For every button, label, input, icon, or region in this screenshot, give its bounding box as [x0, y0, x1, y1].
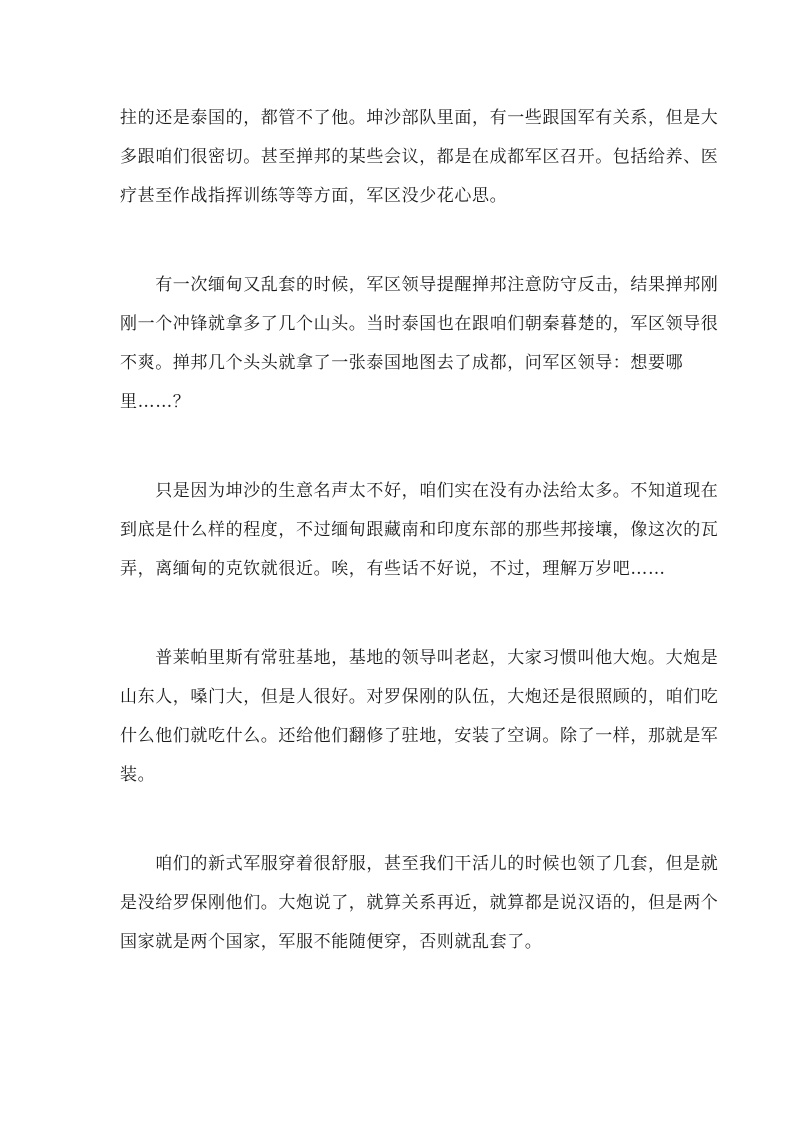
paragraph-5-line-3: 国家就是两个国家，军服不能随便穿，否则就乱套了。: [120, 932, 543, 952]
paragraph-2-line-1: 有一次缅甸又乱套的时候，军区领导提醒掸邦注意防守反击，结果掸邦刚: [120, 275, 719, 295]
paragraph-3-line-1: 只是因为坤沙的生意名声太不好，咱们实在没有办法给太多。不知道现在: [120, 481, 719, 501]
paragraph-4-line-1: 普莱帕里斯有常驻基地，基地的领导叫老赵，大家习惯叫他大炮。大炮是: [120, 648, 719, 668]
paragraph-2-line-2: 刚一个冲锋就拿多了几个山头。当时泰国也在跟咱们朝秦暮楚的，军区领导很: [120, 314, 719, 334]
paragraph-3-line-2: 到底是什么样的程度，不过缅甸跟藏南和印度东部的那些邦接壤，像这次的瓦: [120, 520, 719, 540]
paragraph-1-line-1: 拄的还是泰国的，都管不了他。坤沙部队里面，有一些跟国军有关系，但是大: [120, 108, 719, 128]
paragraph-5-line-1: 咱们的新式军服穿着很舒服，甚至我们干活儿的时候也领了几套，但是就: [120, 854, 719, 874]
paragraph-4-line-2: 山东人，嗓门大，但是人很好。对罗保刚的队伍，大炮还是很照顾的，咱们吃: [120, 687, 719, 707]
paragraph-2-line-4: 里……？: [120, 392, 191, 412]
paragraph-1-line-2: 多跟咱们很密切。甚至掸邦的某些会议，都是在成都军区召开。包括给养、医: [120, 147, 719, 167]
paragraph-2-line-3: 不爽。掸邦几个头头就拿了一张泰国地图去了成都，问军区领导：想要哪: [120, 353, 684, 373]
paragraph-4-line-3: 什么他们就吃什么。还给他们翻修了驻地，安装了空调。除了一样，那就是军: [120, 726, 719, 746]
paragraph-5-line-2: 是没给罗保刚他们。大炮说了，就算关系再近，就算都是说汉语的，但是两个: [120, 893, 719, 913]
paragraph-3-line-3: 弄，离缅甸的克钦就很近。唉，有些话不好说，不过，理解万岁吧……: [120, 559, 666, 579]
paragraph-1-line-3: 疗甚至作战指挥训练等等方面，军区没少花心思。: [120, 186, 508, 206]
paragraph-4-line-4: 装。: [120, 765, 156, 785]
